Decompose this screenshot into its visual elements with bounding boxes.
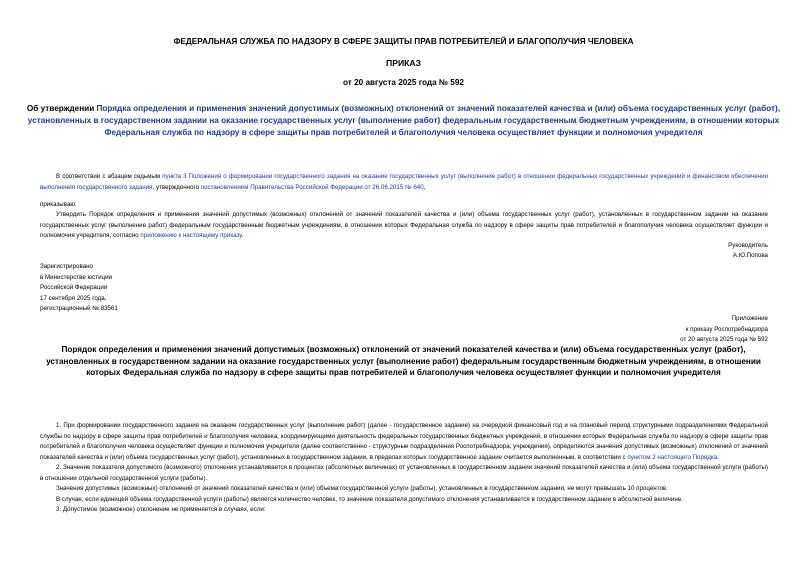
order-date-number: от 20 августа 2025 года № 592 xyxy=(343,78,464,87)
body-paragraph-4: В случае, если единицей объема государственной услуги (работы) является количество человек, то значение показателя допустимого отклонения устанавливается в государственном задании в абсолютной величине. xyxy=(56,495,683,503)
document-type: ПРИКАЗ xyxy=(386,58,421,68)
appendix-ref-line: к приказу Роспотребнадзора xyxy=(685,325,768,333)
approve-text: Утвердить Порядок определения и применения значений допустимых (возможных) отклонений от значений показателей качества и (или) объема государственных услуг (работ), установленных в государственном задании на оказание государственных услуг (выполнение работ) федеральным государственным бюджетным учреждениям, в отношении которых Федеральная служба по надзору в сфере защиты прав потребителей и благополучия человека осуществляет функции и полномочия учредителя, согласно xyxy=(40,211,768,239)
preamble-link-decree[interactable]: постановлением Правительства Российской Федерации от 26.06.2015 № 640 xyxy=(200,183,424,191)
body-paragraph-2: 2. Значение показателя допустимого (возможного) отклонения устанавливается в процентах (абсолютных величинах) от установленных в государственном задании значений показателей качества и (или) объема государственной услуги (работы) в отношении отдельной государственной услуги (работы). xyxy=(40,464,768,482)
signature-role: Руководитель xyxy=(728,242,768,249)
body-paragraph-3: Значения допустимых (возможных) отклонений от значений показателей качества и (или) объема государственной услуги (работы), установленных в государственном задании, не могут превышать 10 процентов. xyxy=(56,485,668,492)
signature-name: А.Ю.Попова xyxy=(732,252,768,259)
preamble xyxy=(40,172,768,193)
registration-line: регистрационный № 83561 xyxy=(40,305,118,312)
appendix-ref-line: от 20 августа 2025 года № 592 xyxy=(680,336,768,343)
title-link[interactable]: Порядка определения и применения значений допустимых (возможных) отклонений от значений показателей качества и (или) объема государственных услуг (работ), установленных в государственном задании на оказание государственных услуг (выполнение работ) федеральным государственным бюджетным учреждениям, в отношении которых Федеральная служба по надзору в сфере защиты прав потребителей и благополучия человека осуществляет функции и полномочия учредителя xyxy=(27,104,781,138)
preamble-text-3: , xyxy=(423,183,426,191)
p1-link-point2[interactable]: пунктом 2 настоящего Порядка xyxy=(627,453,718,461)
preamble-text-2: , утвержденного xyxy=(152,183,201,191)
preamble-link-regulation[interactable]: пункта 3 Положения о формировании государственного задания на оказание государственных услуг (выполнение работ) в отношении федеральных государственных учреждений и финансовом обеспечении выполнения государственного задания xyxy=(40,173,768,191)
registration-line: в Министерстве юстиции xyxy=(40,273,113,281)
body-paragraph-5: 3. Допустимое (возможное) отклонение не применяется в случаях, если: xyxy=(56,506,266,513)
approve-end: . xyxy=(241,232,244,239)
registration-line: 17 сентября 2025 года, xyxy=(40,294,107,302)
approve-link-appendix[interactable]: приложению к настоящему приказу xyxy=(140,232,242,239)
appendix-ref-line: Приложение xyxy=(731,315,768,322)
title-prefix: Об утверждении xyxy=(26,104,97,113)
agency-name: ФЕДЕРАЛЬНАЯ СЛУЖБА ПО НАДЗОРУ В СФЕРЕ ЗАЩИТЫ ПРАВ ПОТРЕБИТЕЛЕЙ И БЛАГОПОЛУЧИЯ ЧЕЛОВЕКА xyxy=(173,37,634,46)
appendix-title: Порядок определения и применения значений допустимых (возможных) отклонений от значений показателей качества и (или) объема государственных услуг (работ), установленных в государственном задании на оказание государственных услуг (выполнение работ) федеральным государственным бюджетным учреждениям, в отношении которых Федеральная служба по надзору в сфере защиты прав потребителей и благополучия человека осуществляет функции и полномочия учредителя xyxy=(46,345,761,378)
appendix-reference xyxy=(560,314,768,346)
registration-line: Российской Федерации xyxy=(40,284,108,291)
p1-text: 1. При формировании государственного задания на оказание государственных услуг (выполнение работ) (далее - государственное задание) на очередной финансовый год и на плановый период структурными подразделениями Федеральной службы по надзору в сфере защиты прав потребителей и благополучия человека, координирующими деятельность федеральных государственных бюджетных учреждений, в отношении которых Федеральная служба по надзору в сфере защиты прав потребителей и благополучия человека осуществляет функции и полномочия учредителя (далее соответственно - структурные подразделения Роспотребнадзора, учреждения), определяются значения допустимых (возможных) отклонений от значений показателей качества и (или) объема государственных услуг (работ), установленных в государственном задании, в пределах которых государственное задание считается выполненным, в соответствии с xyxy=(40,422,768,461)
registration-line: Зарегистрировано xyxy=(40,263,93,270)
p1-end: . xyxy=(717,453,719,461)
appendix-body xyxy=(40,421,768,516)
registration-block xyxy=(40,262,240,315)
order-word: приказываю: xyxy=(40,201,77,208)
preamble-text-1: В соответствии с абзацем седьмым xyxy=(56,173,163,180)
order-title xyxy=(26,103,781,140)
approve-paragraph xyxy=(40,210,768,242)
body-paragraph-1 xyxy=(40,421,768,463)
